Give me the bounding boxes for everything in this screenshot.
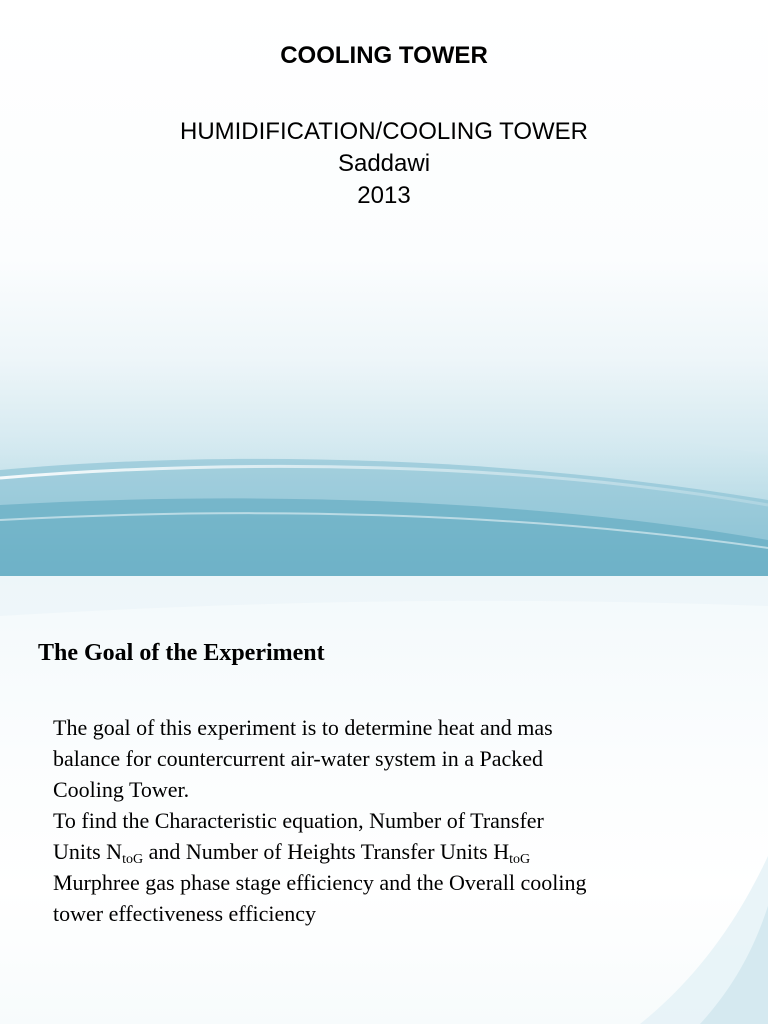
body-line: To find the Characteristic equation, Number of Transfer xyxy=(53,808,544,833)
slide-body-text xyxy=(53,712,693,929)
htog-subscript: toG xyxy=(509,852,531,867)
slide-title: COOLING TOWER xyxy=(280,42,488,69)
body-line: Cooling Tower. xyxy=(53,777,190,802)
body-line: The goal of this experiment is to determine heat and mas xyxy=(53,715,553,740)
body-line: balance for countercurrent air-water system in a Packed xyxy=(53,746,544,771)
body-line-units xyxy=(53,836,693,867)
slide-subtitle xyxy=(0,116,768,212)
body-line: tower effectiveness efficiency xyxy=(53,901,317,926)
units-middle: and Number of Heights Transfer Units H xyxy=(143,839,510,864)
content-slide xyxy=(0,576,768,1024)
slide-heading: The Goal of the Experiment xyxy=(38,640,325,666)
subtitle-line-course: HUMIDIFICATION/COOLING TOWER xyxy=(179,118,588,145)
units-prefix: Units N xyxy=(53,839,123,864)
ntog-subscript: toG xyxy=(122,852,144,867)
body-line: Murphree gas phase stage efficiency and the Overall cooling xyxy=(53,870,587,895)
subtitle-line-year: 2013 xyxy=(357,182,411,209)
subtitle-line-author: Saddawi xyxy=(337,150,431,177)
